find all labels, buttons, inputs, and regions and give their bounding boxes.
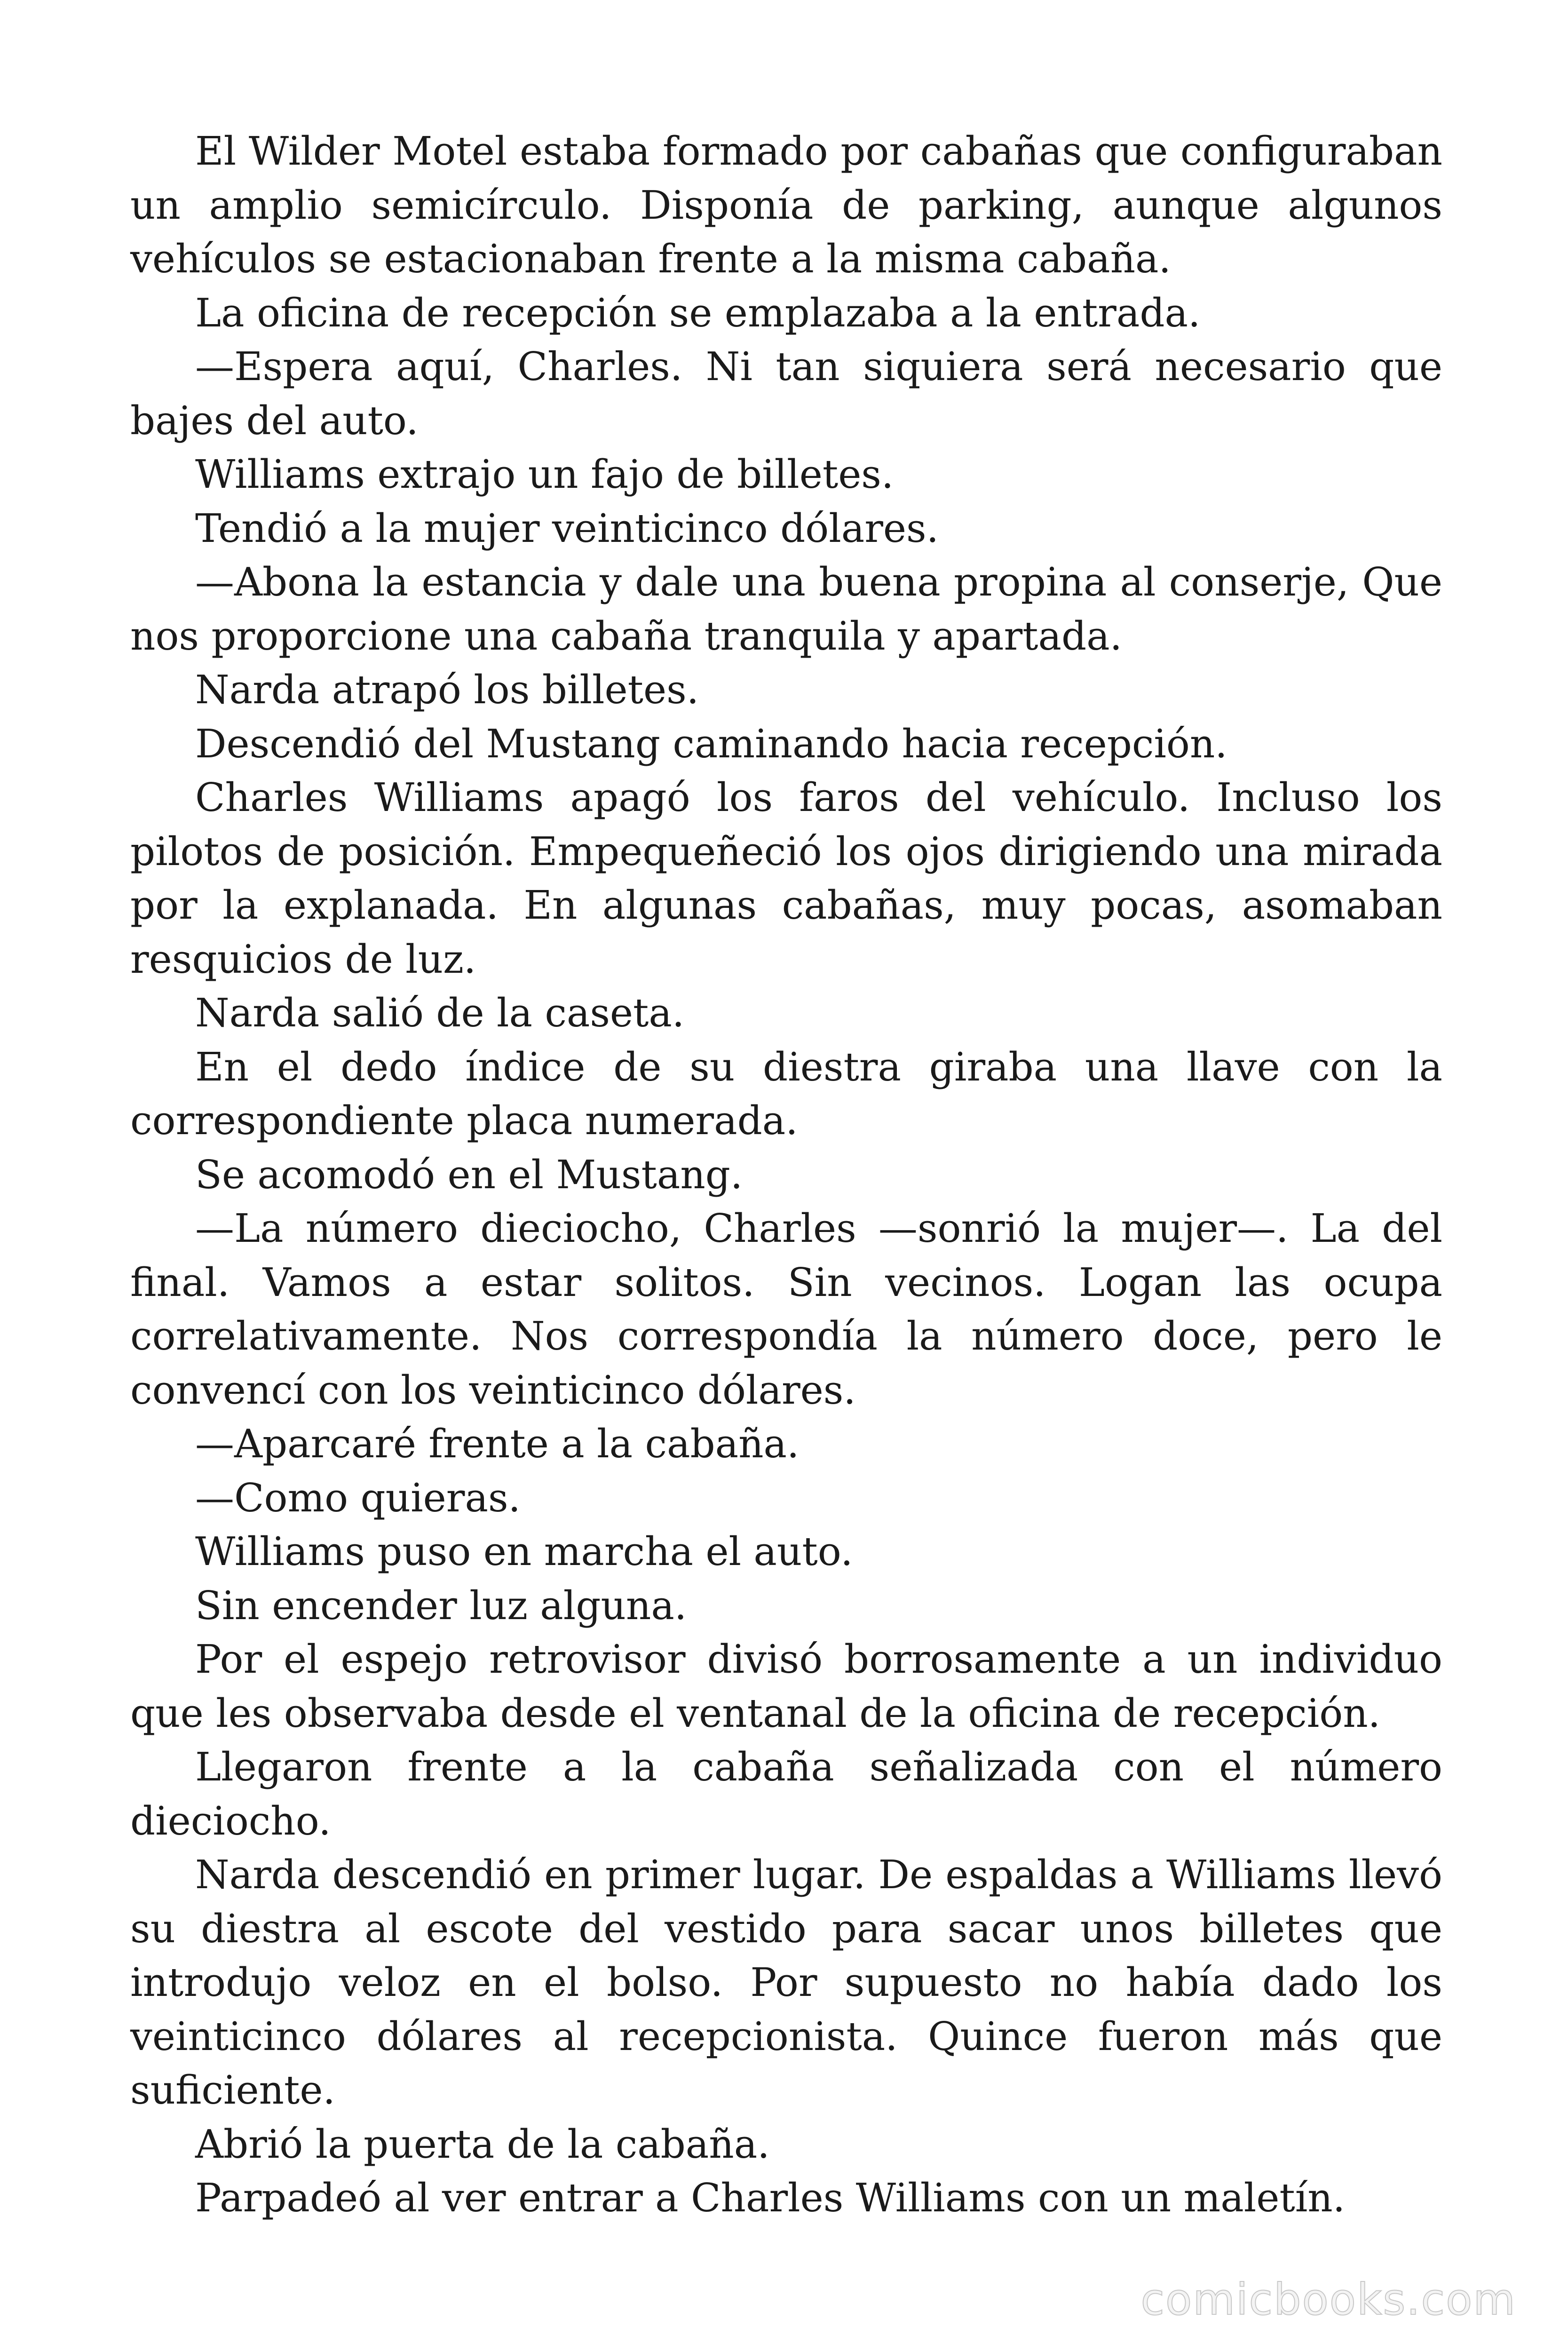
paragraph: Williams extrajo un fajo de billetes. [195, 452, 894, 497]
paragraph: En el dedo índice de su diestra giraba una llave con la correspondiente placa numerada. [130, 1044, 1442, 1144]
paragraph: El Wilder Motel estaba formado por cabañas que configuraban un amplio semicírculo. Disponía de parking, aunque algunos vehículos se estacionaban frente a la misma cabaña. [130, 128, 1442, 282]
paragraph: Descendió del Mustang caminando hacia recepción. [195, 721, 1227, 767]
paragraph: Por el espejo retrovisor divisó borrosamente a un individuo que les observaba desde el ventanal de la oficina de recepción. [130, 1637, 1442, 1736]
paragraph: La oficina de recepción se emplazaba a la entrada. [195, 290, 1201, 336]
paragraph: Sin encender luz alguna. [195, 1582, 687, 1629]
paragraph: Tendió a la mujer veinticinco dólares. [195, 505, 939, 551]
paragraph: —Abona la estancia y dale una buena propina al conserje, Que nos proporcione una cabaña tranquila y apartada. [130, 559, 1442, 659]
paragraph: Narda salió de la caseta. [195, 990, 685, 1036]
paragraph: Abrió la puerta de la cabaña. [195, 2121, 770, 2167]
paragraph: Se acomodó en el Mustang. [195, 1152, 743, 1198]
paragraph: Narda descendió en primer lugar. De espaldas a Williams llevó su diestra al escote del vestido para sacar unos billetes que introdujo veloz en el bolso. Por supuesto no había dado los veinticinco dólares al recepcionista. Quince fueron más que suficiente. [130, 1852, 1442, 2113]
paragraph: —Aparcaré frente a la cabaña. [195, 1421, 800, 1467]
paragraph: Llegaron frente a la cabaña señalizada con el número dieciocho. [130, 1744, 1442, 1844]
paragraph: —Como quieras. [195, 1475, 521, 1521]
paragraph: Williams puso en marcha el auto. [195, 1529, 853, 1574]
paragraph: Parpadeó al ver entrar a Charles Williams con un maletín. [195, 2175, 1346, 2221]
watermark: comicbooks.com [1140, 2274, 1516, 2325]
paragraph: —La número dieciocho, Charles —sonrió la mujer—. La del final. Vamos a estar solitos. Sin vecinos. Logan las ocupa correlativamente. Nos correspondía la número doce, pero le convencí con los veinticinco dólares. [130, 1206, 1442, 1413]
book-page-text [130, 125, 1442, 2225]
paragraph: Charles Williams apagó los faros del vehículo. Incluso los pilotos de posición. Empequeñeció los ojos dirigiendo una mirada por la explanada. En algunas cabañas, muy pocas, asomaban resquicios de luz. [130, 775, 1442, 982]
paragraph: Narda atrapó los billetes. [195, 667, 699, 713]
paragraph: —Espera aquí, Charles. Ni tan siquiera será necesario que bajes del auto. [130, 344, 1442, 444]
